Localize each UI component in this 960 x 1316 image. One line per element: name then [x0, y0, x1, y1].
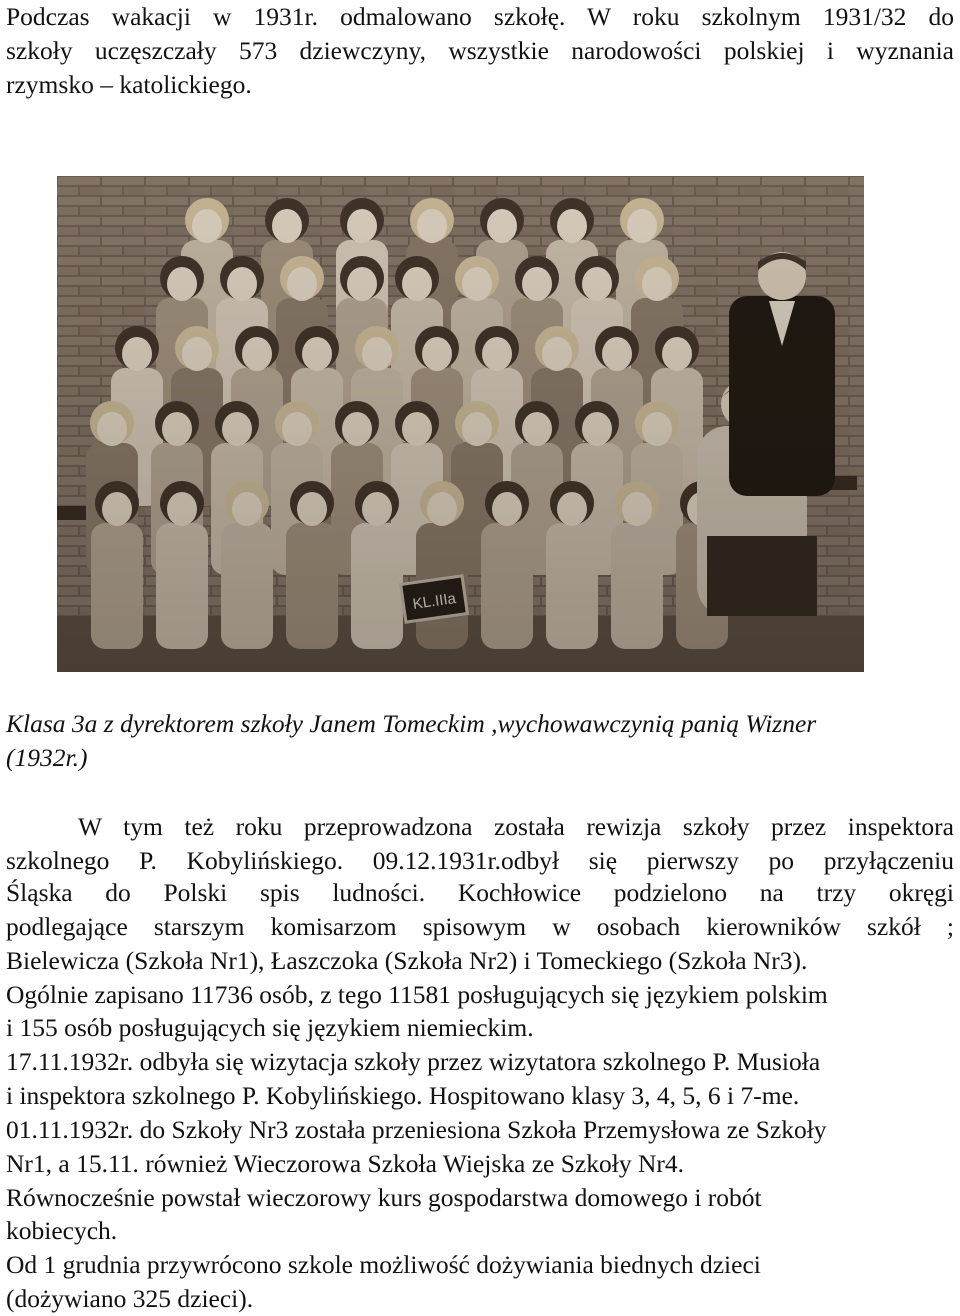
caption-line: (1932r.)	[6, 743, 88, 772]
body-line: 17.11.1932r. odbyła się wizytacja szkoły przez wizytatora szkolnego P. Musioła	[6, 1047, 821, 1076]
intro-line: rzymsko – katolickiego.	[6, 70, 252, 99]
body-line: W tym też roku przeprowadzona została rewizja szkoły przez inspektora	[78, 812, 954, 841]
body-line: podlegające starszym komisarzom spisowym w osobach kierowników szkół ;	[6, 912, 954, 941]
body-line: Ogólnie zapisano 11736 osób, z tego 11581 posługujących się językiem polskim	[6, 980, 828, 1009]
body-line: 01.11.1932r. do Szkoły Nr3 została przeniesiona Szkoła Przemysłowa ze Szkoły	[6, 1115, 827, 1144]
body-line: Śląska do Polski spis ludności. Kochłowice podzielono na trzy okręgi	[6, 878, 954, 907]
body-line: Bielewicza (Szkoła Nr1), Łaszczoka (Szkoła Nr2) i Tomeckiego (Szkoła Nr3).	[6, 946, 808, 975]
body-line: Od 1 grudnia przywrócono szkole możliwość dożywiania biednych dzieci	[6, 1250, 761, 1279]
body-line: i inspektora szkolnego P. Kobylińskiego. Hospitowano klasy 3, 4, 5, 6 i 7-me.	[6, 1081, 800, 1110]
body-line: (dożywiano 325 dzieci).	[6, 1284, 254, 1313]
body-line: szkolnego P. Kobylińskiego. 09.12.1931r.odbył się pierwszy po przyłączeniu	[6, 846, 954, 875]
intro-line: Podczas wakacji w 1931r. odmalowano szkołę. W roku szkolnym 1931/32 do	[6, 2, 954, 31]
body-line: Nr1, a 15.11. również Wieczorowa Szkoła Wiejska ze Szkoły Nr4.	[6, 1149, 684, 1178]
body-line: Równocześnie powstał wieczorowy kurs gospodarstwa domowego i robót	[6, 1183, 762, 1212]
body-line: i 155 osób posługujących się językiem niemieckim.	[6, 1013, 534, 1042]
caption-line: Klasa 3a z dyrektorem szkoły Janem Tomeckim ,wychowawczynią panią Wizner	[6, 709, 817, 738]
body-line: kobiecych.	[6, 1216, 118, 1245]
intro-line: szkoły uczęszczały 573 dziewczyny, wszystkie narodowości polskiej i wyznania	[6, 36, 954, 65]
class-photograph	[57, 176, 864, 672]
